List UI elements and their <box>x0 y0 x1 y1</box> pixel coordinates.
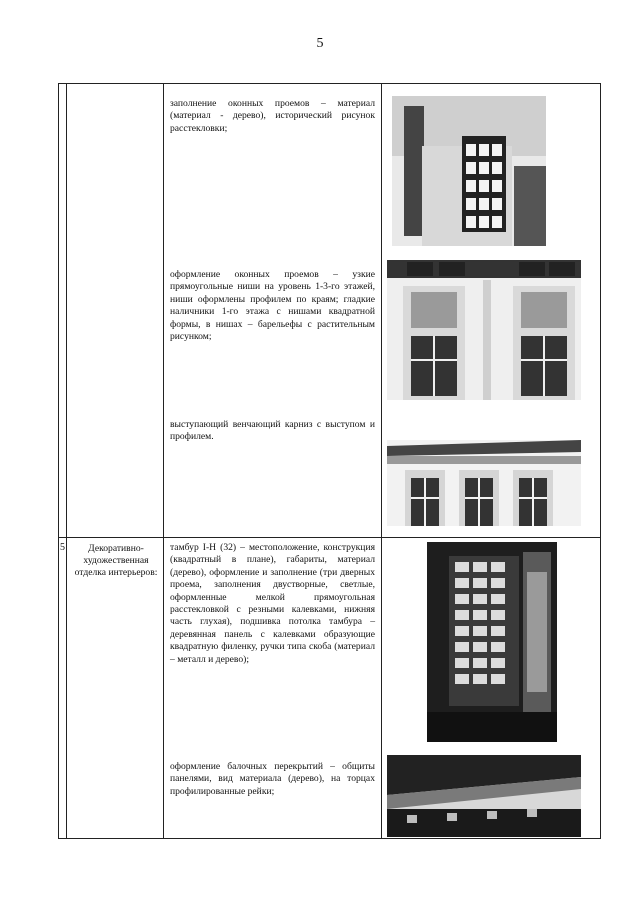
page-number: 5 <box>316 36 324 51</box>
column-divider <box>66 84 67 838</box>
window-glazing-photo <box>392 96 546 246</box>
description-text: заполнение оконных проемов – материал (материал - дерево), исторический рисунок расстекловки; <box>170 98 375 134</box>
cornice-photo <box>387 440 581 526</box>
description-text: оформление оконных проемов – узкие прямоугольные ниши на уровень 1-3-го этажей, ниши оформлены профилем по краям; гладкие наличники 1-го этажа с нишами квадратной формы, в нишах – барельефы с растительным рисунком; <box>170 269 375 343</box>
object-description-table <box>58 83 601 839</box>
column-divider <box>163 84 164 838</box>
column-divider <box>381 84 382 838</box>
window-niches-photo <box>387 260 581 400</box>
vestibule-door-photo <box>427 542 557 742</box>
row-divider <box>59 537 600 538</box>
section-title: Декоративно-художественная отделка интерьеров: <box>74 543 158 578</box>
description-text: оформление балочных перекрытий – общиты панелями, вид материала (дерево), на торцах профилированные рейки; <box>170 761 375 797</box>
row-number: 5 <box>60 542 65 553</box>
description-text: тамбур I-Н (32) – местоположение, конструкция (квадратный в плане), габариты, материал (дерево), оформление и заполнение (три дверных проема, заполнения двустворные, светлые, оформленные мелкой прямоугольная расстекловкой с резными калевками, нижняя часть глухая), подшивка потолка тамбура – деревянная панель с калевками образующие квадратную филенку, ручки типа скоба (материал – металл и дерево); <box>170 542 375 665</box>
ceiling-beams-photo <box>387 755 581 837</box>
description-text: выступающий венчающий карниз с выступом и профилем. <box>170 419 375 443</box>
